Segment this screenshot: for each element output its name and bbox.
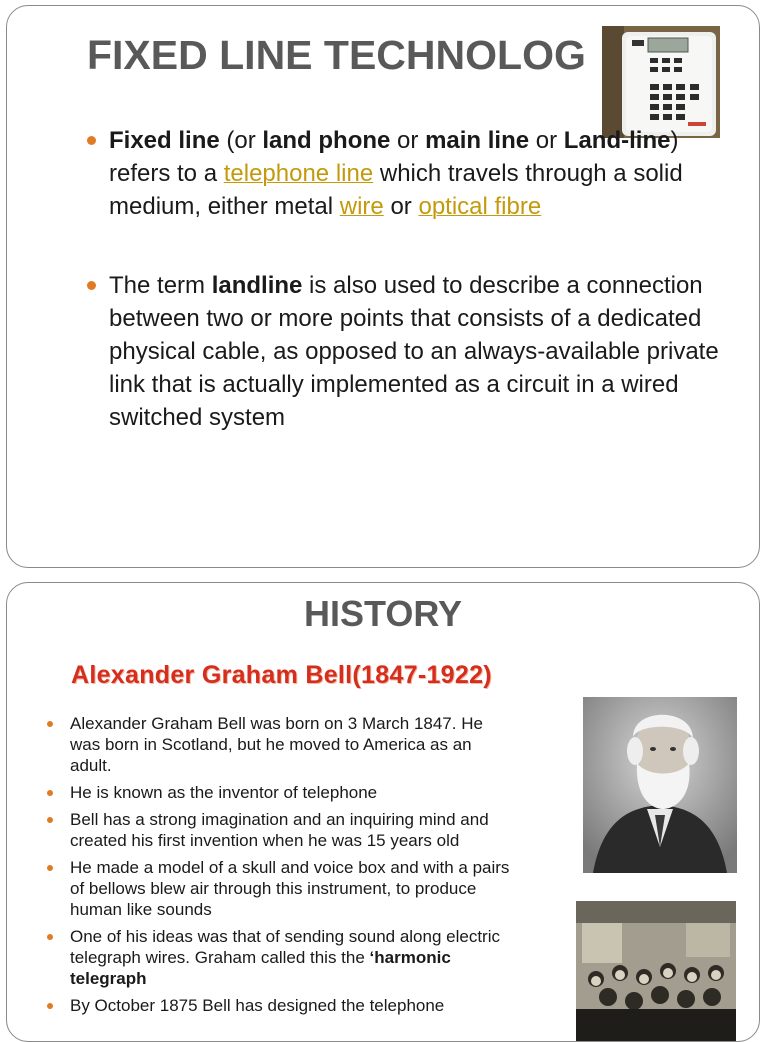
telephone-illustration — [602, 26, 720, 138]
telephone-photo — [602, 26, 720, 138]
slide-fixed-line — [6, 5, 760, 568]
historic-crowd-photo — [576, 901, 736, 1041]
bullet-landline-term: The term landline is also used to describe a connection between two or more points that consists of a dedicated physical cable, as opposed to an always-available private link that is actually implemented as a circuit in a wired switched system — [87, 269, 737, 434]
bullet-item: Alexander Graham Bell was born on 3 March 1847. He was born in Scotland, but he moved to America as an adult. — [45, 713, 515, 776]
telephone-line-link[interactable]: telephone line — [223, 160, 374, 187]
slide-history — [6, 582, 760, 1042]
history-bullet-list — [45, 713, 515, 1022]
bullet-item: Bell has a strong imagination and an inquiring mind and created his first invention when he was 15 years old — [45, 809, 515, 851]
bullet-item: By October 1875 Bell has designed the telephone — [45, 995, 515, 1016]
slide-title: HISTORY — [303, 593, 463, 634]
bullet-item: He is known as the inventor of telephone — [45, 782, 515, 803]
wire-link[interactable]: wire — [339, 193, 384, 220]
crowd-illustration — [576, 901, 736, 1041]
slide-title: FIXED LINE TECHNOLOG — [87, 32, 586, 78]
bell-portrait-illustration — [583, 697, 737, 873]
bullet-item: He made a model of a skull and voice box and with a pairs of bellows blew air through this instrument, to produce human like sounds — [45, 857, 515, 920]
bell-portrait-photo — [583, 697, 737, 873]
bullet-definition: Fixed line (or land phone or main line or Land-line) refers to a telephone line which travels through a solid medium, either metal wire or optical fibre — [87, 124, 737, 223]
optical-fibre-link[interactable]: optical fibre — [418, 193, 542, 220]
bullet-list — [87, 124, 737, 434]
slide-subtitle: Alexander Graham Bell(1847-1922) — [71, 661, 492, 689]
bullet-item: One of his ideas was that of sending sound along electric telegraph wires. Graham called this the ‘harmonic telegraph — [45, 926, 515, 989]
